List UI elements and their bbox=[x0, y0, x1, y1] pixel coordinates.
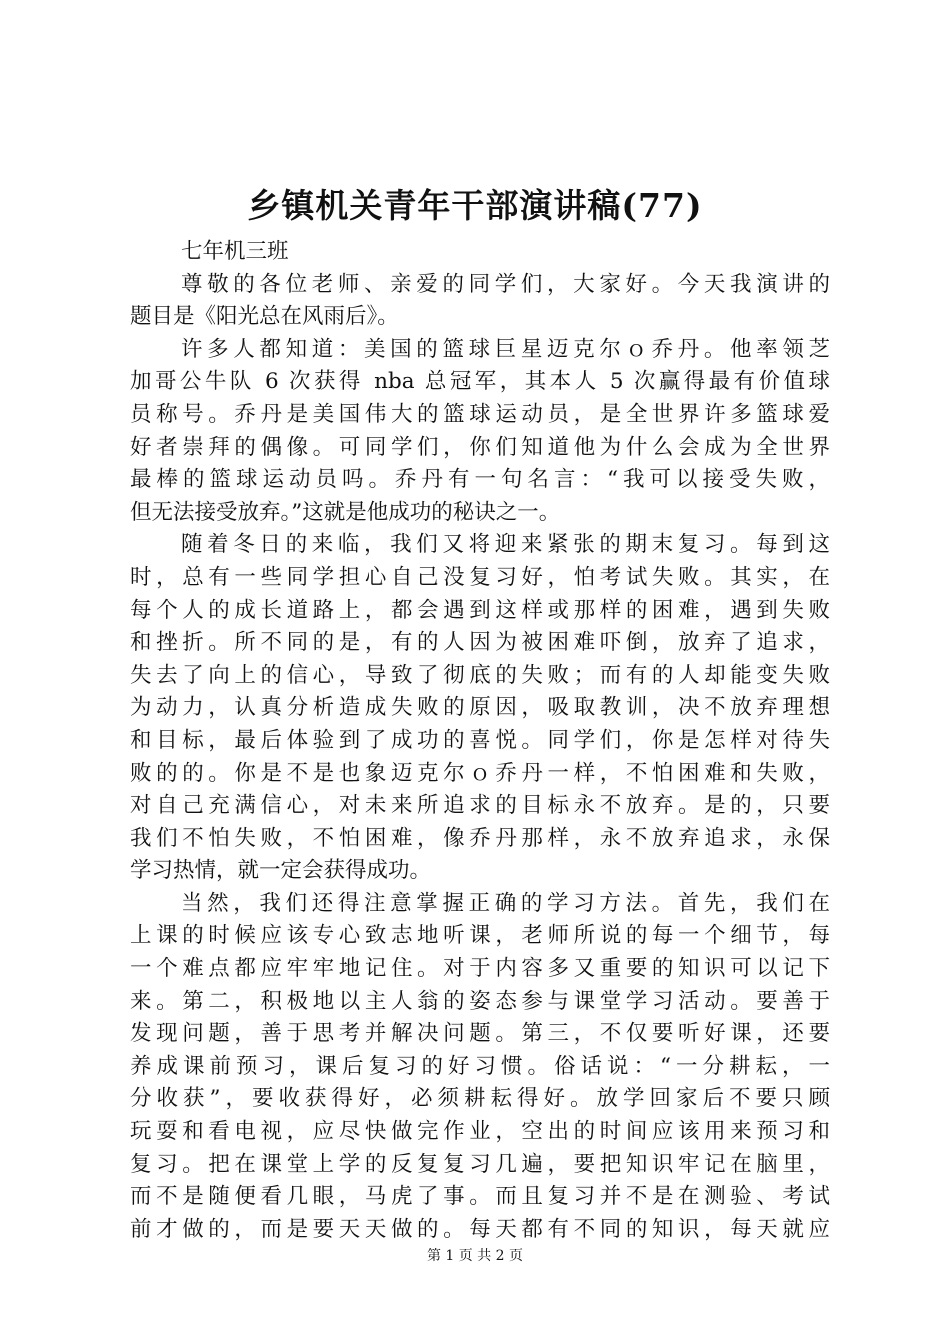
text-line: 发现问题，善于思考并解决问题。第三，不仅要听好课，还要 bbox=[130, 1021, 830, 1047]
text-line: 好者崇拜的偶像。可同学们，你们知道他为什么会成为全世界 bbox=[130, 434, 830, 460]
text-line: 而不是随便看几眼，马虎了事。而且复习并不是在测验、考试 bbox=[130, 1184, 830, 1210]
text-line: 为动力，认真分析造成失败的原因，吸取教训，决不放弃理想 bbox=[130, 695, 830, 721]
text-line: 上课的时候应该专心致志地听课，老师所说的每一个细节，每 bbox=[130, 923, 830, 949]
page-footer: 第 1 页 共 2 页 bbox=[426, 1248, 524, 1264]
text-line: 和目标，最后体验到了成功的喜悦。同学们，你是怎样对待失 bbox=[130, 727, 830, 753]
text-line: 员称号。乔丹是美国伟大的篮球运动员，是全世界许多篮球爱 bbox=[130, 401, 830, 427]
text-line: 题目是《阳光总在风雨后》。 bbox=[130, 304, 399, 330]
text-line: 复习。把在课堂上学的反复复习几遍，要把知识牢记在脑里， bbox=[130, 1151, 830, 1177]
text-line: 当然，我们还得注意掌握正确的学习方法。首先，我们在 bbox=[181, 890, 830, 916]
text-line: 时，总有一些同学担心自己没复习好，怕考试失败。其实，在 bbox=[130, 564, 830, 590]
text-line: 每个人的成长道路上，都会遇到这样或那样的困难，遇到失败 bbox=[130, 597, 830, 623]
text-line: 我们不怕失败，不怕困难，像乔丹那样，永不放弃追求，永保 bbox=[130, 825, 830, 851]
text-line: 一个难点都应牢牢地记住。对于内容多又重要的知识可以记下 bbox=[130, 956, 830, 982]
text-line: 玩耍和看电视，应尽快做完作业，空出的时间应该用来预习和 bbox=[130, 1119, 830, 1145]
text-line: 学习热情，就一定会获得成功。 bbox=[130, 858, 432, 884]
text-line: 败的的。你是不是也象迈克尔ｏ乔丹一样，不怕困难和失败， bbox=[130, 760, 830, 786]
text-line: 随着冬日的来临，我们又将迎来紧张的期末复习。每到这 bbox=[181, 532, 830, 558]
text-line: 加哥公牛队 6 次获得 nba 总冠军，其本人 5 次赢得最有价值球 bbox=[130, 369, 830, 395]
text-line: 前才做的，而是要天天做的。每天都有不同的知识，每天就应 bbox=[130, 1216, 830, 1242]
text-line: 来。第二，积极地以主人翁的姿态参与课堂学习活动。要善于 bbox=[130, 988, 830, 1014]
text-line: 失去了向上的信心，导致了彻底的失败；而有的人却能变失败 bbox=[130, 662, 830, 688]
document-body bbox=[130, 236, 830, 1246]
text-line: 分收获”，要收获得好，必须耕耘得好。放学回家后不要只顾 bbox=[130, 1086, 830, 1112]
text-line: 但无法接受放弃。”这就是他成功的秘诀之一。 bbox=[130, 499, 561, 525]
text-line: 养成课前预习，课后复习的好习惯。俗话说：“一分耕耘，一 bbox=[130, 1053, 830, 1079]
text-line: 尊敬的各位老师、亲爱的同学们，大家好。今天我演讲的 bbox=[181, 271, 830, 297]
text-line: 和挫折。所不同的是，有的人因为被困难吓倒，放弃了追求， bbox=[130, 630, 830, 656]
text-line: 许多人都知道：美国的篮球巨星迈克尔ｏ乔丹。他率领芝 bbox=[181, 336, 830, 362]
text-line: 最棒的篮球运动员吗。乔丹有一句名言：“我可以接受失败， bbox=[130, 467, 830, 493]
text-line: 对自己充满信心，对未来所追求的目标永不放弃。是的，只要 bbox=[130, 793, 830, 819]
document-title: 乡镇机关青年干部演讲稿(77) bbox=[247, 186, 703, 225]
text-line: 七年机三班 bbox=[181, 239, 289, 264]
